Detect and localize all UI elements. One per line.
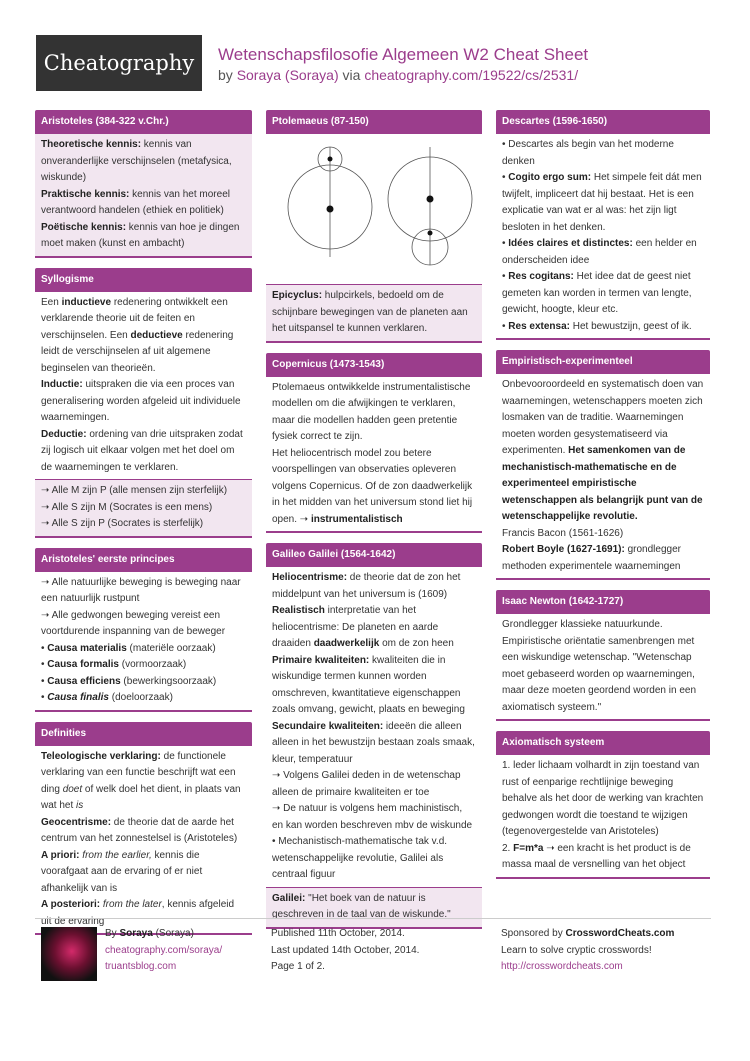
example-1: ➝ Alle M zijn P (alle mensen zijn sterfelijk) (41, 485, 228, 496)
label: Poëtische kennis: (41, 221, 127, 233)
planet-right (428, 231, 433, 236)
sponsor-name: CrosswordCheats.com (565, 928, 675, 939)
line: • Mechanistisch-mathematische tak v.d. wetenschappelijke revolutie, Galilei als centraal figuur (272, 836, 448, 880)
label: Praktische kennis: (41, 188, 130, 200)
bold: instrumentalistisch (310, 513, 403, 525)
text: Een (41, 296, 62, 308)
bold: F=m*a (513, 842, 544, 854)
ptolemaeus-body (266, 284, 482, 343)
syllogisme-body (35, 292, 252, 480)
by-text: by (218, 67, 237, 83)
label: Inductie: (41, 379, 83, 390)
page-number: Page 1 of 2. (271, 961, 325, 972)
published-date: Published 11th October, 2014. (271, 928, 405, 939)
author-name: Soraya (119, 928, 153, 939)
label: Res cogitans: (508, 271, 574, 282)
text: (bewerkingsoorzaak) (120, 675, 217, 687)
line: ➝ Alle gedwongen beweging vereist een voortdurende inspanning van de beweger (41, 609, 226, 637)
line: ➝ De natuur is volgens hem machinistisch, en kan worden beschreven mbv de wiskunde (272, 803, 473, 831)
column-3 (496, 110, 710, 889)
label: Geocentrisme: (41, 816, 112, 828)
text: redenering leidt de verschijnselen af uit algemene beginselen van theorieën. (41, 329, 234, 374)
label: Causa formalis (47, 659, 119, 670)
text: redenering ontwikkelt een verklarende theorie uit de feiten en verschijnselen. Een (41, 296, 228, 341)
empirisme-body (496, 374, 710, 580)
label: Causa materialis (47, 642, 127, 654)
italic: is (76, 800, 84, 811)
paragraph: Ptolemaeus ontwikkelde instrumentalistische modellen om die afwijkingen te verklaren, maar die modellen hadden geen pretentie fysiek correct te zijn. (272, 381, 471, 442)
label: Causa efficiens (47, 675, 121, 687)
line: Francis Bacon (1561-1626) (502, 527, 624, 539)
label: Deductie: (41, 428, 87, 440)
bold: Het samenkomen van de mechanistisch-mathematische en de experimenteel empiristische wetenschappen als belangrijk punt van de wetenschappelijke revolutie. (502, 445, 703, 522)
text: Het idee dat de geest niet gemeten kan worden in termen van lengte, gewicht, hoogte, kleur etc. (502, 271, 692, 315)
page-subtitle (218, 65, 578, 85)
footer-author (105, 926, 265, 976)
text: Sponsored by (501, 928, 566, 939)
aristoteles-box (35, 110, 252, 258)
text: Het heliocentrisch model zou betere voorspellingen van observaties opleveren volgens Copernicus. Of de zon daadwerkelijk in het midden van het universum stond liet hij open. ➝ (272, 447, 473, 525)
axiomatisch-header: Axiomatisch systeem (496, 731, 710, 755)
bold: deductieve (130, 329, 183, 341)
text: de functionele verklaring van een functie beschrijft wat een ding (41, 750, 236, 795)
example-3: ➝ Alle S zijn P (Socrates is sterfelijk) (41, 518, 204, 529)
bold: inductieve (61, 296, 112, 308)
syllogisme-box (35, 268, 252, 538)
label: A posteriori: (41, 899, 101, 910)
empirisme-box (496, 350, 710, 580)
text: , kennis afgeleid uit de ervaring (41, 899, 235, 927)
text: Onbevooroordeeld en systematisch doen van waarnemingen, wetenschappers moeten zich losmaken van de traditie. Waarnemingen moeten worden gesystematiseerd via experimenten. (502, 379, 704, 456)
label: Robert Boyle (1627-1691): (502, 544, 625, 555)
footer-sponsor (501, 926, 711, 976)
label: Cogito ergo sum: (508, 172, 592, 183)
galileo-body (266, 567, 482, 887)
text: kennis van hoe je dingen moet maken (kunst en ambacht) (41, 221, 240, 249)
paragraph: Grondlegger klassieke natuurkunde. Empiristische oriëntatie samenbrengen met een wiskundige wetenschap. "Wetenschap moet gebaseerd worden op waarnemingen, maar deze moeten geordend worden in een axiomatisch systeem." (502, 619, 697, 713)
descartes-header: Descartes (1596-1650) (496, 110, 710, 134)
text: de theorie dat de zon het middelpunt van het universum is (1609) (272, 572, 461, 600)
label: Idées claires et distinctes: (508, 238, 633, 249)
planet-left (328, 157, 333, 162)
sheet-url-link[interactable]: cheatography.com/19522/cs/2531/ (364, 67, 579, 83)
text: kennis van het moreel verantwoord handelen (ethiek en politiek) (41, 188, 230, 216)
label: Primaire kwaliteiten: (272, 654, 370, 666)
definities-header: Definities (35, 722, 252, 746)
text: By (105, 928, 120, 939)
text: ➝ een kracht is het product is de massa maal de versnelling van het object (502, 842, 691, 870)
label: Causa finalis (47, 692, 109, 703)
italic: from the later (100, 899, 162, 910)
text: (materiële oorzaak) (126, 642, 216, 654)
text: uitspraken die via een proces van generalisering worden afgeleid uit individuele waarnemingen. (41, 379, 241, 423)
sponsor-text: Learn to solve cryptic crosswords! (501, 944, 652, 956)
epicycle-diagram-svg (272, 137, 476, 277)
principes-box (35, 548, 252, 712)
galileo-header: Galileo Galilei (1564-1642) (266, 543, 482, 567)
earth-right (427, 196, 434, 203)
text: (doeloorzaak) (108, 692, 173, 703)
blog-link[interactable]: truantsblog.com (105, 961, 177, 972)
syllogisme-examples (35, 479, 252, 538)
label: Realistisch (272, 605, 325, 616)
example-2: ➝ Alle S zijn M (Socrates is een mens) (41, 501, 213, 513)
text: (vormoorzaak) (118, 659, 187, 670)
label: Epicyclus: (272, 290, 323, 301)
label: Galilei: (272, 892, 306, 904)
text: Het bewustzijn, geest of ik. (569, 320, 692, 332)
label: Res extensa: (508, 320, 570, 332)
label: Heliocentrisme: (272, 572, 348, 583)
text: kennis die voorafgaat aan de ervaring of er niet afhankelijk van is (41, 849, 203, 894)
avatar[interactable] (41, 927, 97, 981)
line: ➝ Alle natuurlijke beweging is beweging naar een natuurlijk rustpunt (41, 576, 241, 604)
updated-date: Last updated 14th October, 2014. (271, 944, 420, 956)
text: kwaliteiten die in wiskundige termen kunnen worden omschreven, kwantitatieve eigenschappen zoals omvang, gewicht, plaats en beweging (272, 654, 465, 715)
text: of welk doel het dient, in plaats van wat het (41, 783, 241, 811)
italic: doet (62, 783, 83, 795)
text: (Soraya) (152, 928, 194, 939)
copernicus-body (266, 377, 482, 534)
text: kennis van onveranderlijke verschijnselen (metafysica, wiskunde) (41, 139, 232, 183)
ptolemaeus-header: Ptolemaeus (87-150) (266, 110, 482, 134)
definities-body (35, 746, 252, 936)
text: grondlegger methoden experimentele waarnemingen (502, 544, 681, 572)
footer-dates (271, 926, 471, 976)
newton-body (496, 614, 710, 721)
paragraph: 1. leder lichaam volhardt in zijn toestand van rust of eenparige rechtlijnige beweging behalve als het door de werking van krachten gedwongen wordt die toestand te wijzigen (tegenovergestelde van Aristoteles) (502, 760, 704, 837)
text: Het simpele feit dát men twijfelt, impliceert dat hij bestaat. Het is een explicatie van wat er al was: het zijn ligt besloten in het denken. (502, 172, 702, 233)
empirisme-header: Empiristisch-experimenteel (496, 350, 710, 374)
text: 2. (502, 842, 514, 854)
column-2 (266, 110, 482, 939)
via-text: via (338, 67, 365, 83)
newton-header: Isaac Newton (1642-1727) (496, 590, 710, 614)
descartes-body: • Descartes als begin van het moderne denken • Cogito ergo sum: Het simpele feit dát men twijfelt, impliceert dat hij bestaat. Het is een explicatie van wat er al was: het zijn ligt besloten in het denken. • Idées claires et distinctes: een helder en onderscheiden idee • Res cogitans: Het idee dat de geest niet gemeten kan worden in termen van lengte, gewicht, hoogte, kleur etc. • Res extensa: Het bewustzijn, geest of ik. (496, 134, 710, 340)
axiomatisch-body (496, 755, 710, 879)
descartes-box (496, 110, 710, 340)
italic: from the earlier, (79, 849, 152, 861)
text: interpretatie van het heliocentrisme: De planeten en aarde draaiden (272, 605, 439, 649)
copernicus-header: Copernicus (1473-1543) (266, 353, 482, 377)
label: A priori: (41, 849, 80, 861)
text: ordening van drie uitspraken zodat zij logisch uit elkaar volgen met het doel om de waarnemingen te verklaren. (41, 428, 243, 473)
text: hulpcirkels, bedoeld om de schijnbare bewegingen van de planeten aan het uitspansel te kunnen verklaren. (272, 290, 468, 334)
cheatography-logo[interactable]: Cheatography (36, 35, 202, 91)
line: ➝ Volgens Galilei deden in de wetenschap alleen de primaire kwaliteiten er toe (272, 770, 461, 798)
copernicus-box (266, 353, 482, 534)
label: Teleologische verklaring: (41, 750, 161, 762)
text: ideeën die alleen alleen in het bewustzijn bestaan zoals smaak, kleur, temperatuur (272, 720, 475, 765)
epicycle-diagram (266, 134, 482, 284)
principes-body: ➝ Alle natuurlijke beweging is beweging naar een natuurlijk rustpunt ➝ Alle gedwongen beweging vereist een voortdurende inspanning van de beweger • Causa materialis (materiële oorzaak) • Causa formalis (vormoorzaak) • Causa efficiens (bewerkingsoorzaak) • Causa finalis (doeloorzaak) (35, 572, 252, 712)
column-1 (35, 110, 252, 945)
label: Secundaire kwaliteiten: (272, 720, 384, 732)
newton-box (496, 590, 710, 721)
axiomatisch-box (496, 731, 710, 879)
bold: daadwerkelijk (313, 638, 380, 649)
principes-header: Aristoteles' eerste principes (35, 548, 252, 572)
aristoteles-header: Aristoteles (384-322 v.Chr.) (35, 110, 252, 134)
sponsor-link[interactable]: http://crosswordcheats.com (501, 961, 623, 972)
text: een helder en onderscheiden idee (502, 238, 697, 266)
definities-box (35, 722, 252, 936)
footer (35, 918, 711, 986)
line: • Descartes als begin van het moderne denken (502, 139, 674, 167)
text: om de zon heen (379, 638, 454, 649)
label: Theoretische kennis: (41, 139, 142, 150)
text: "Het boek van de natuur is geschreven in de taal van de wiskunde." (272, 892, 451, 920)
syllogisme-header: Syllogisme (35, 268, 252, 292)
aristoteles-body (35, 134, 252, 258)
earth-left (327, 206, 334, 213)
profile-link[interactable]: cheatography.com/soraya/ (105, 944, 223, 956)
text: de theorie dat de aarde het centrum van het zonnestelsel is (Aristoteles) (41, 816, 238, 844)
ptolemaeus-box (266, 110, 482, 343)
author-link[interactable]: Soraya (Soraya) (236, 67, 339, 83)
page-title: Wetenschapsfilosofie Algemeen W2 Cheat Sheet (218, 45, 589, 64)
galileo-box (266, 543, 482, 929)
